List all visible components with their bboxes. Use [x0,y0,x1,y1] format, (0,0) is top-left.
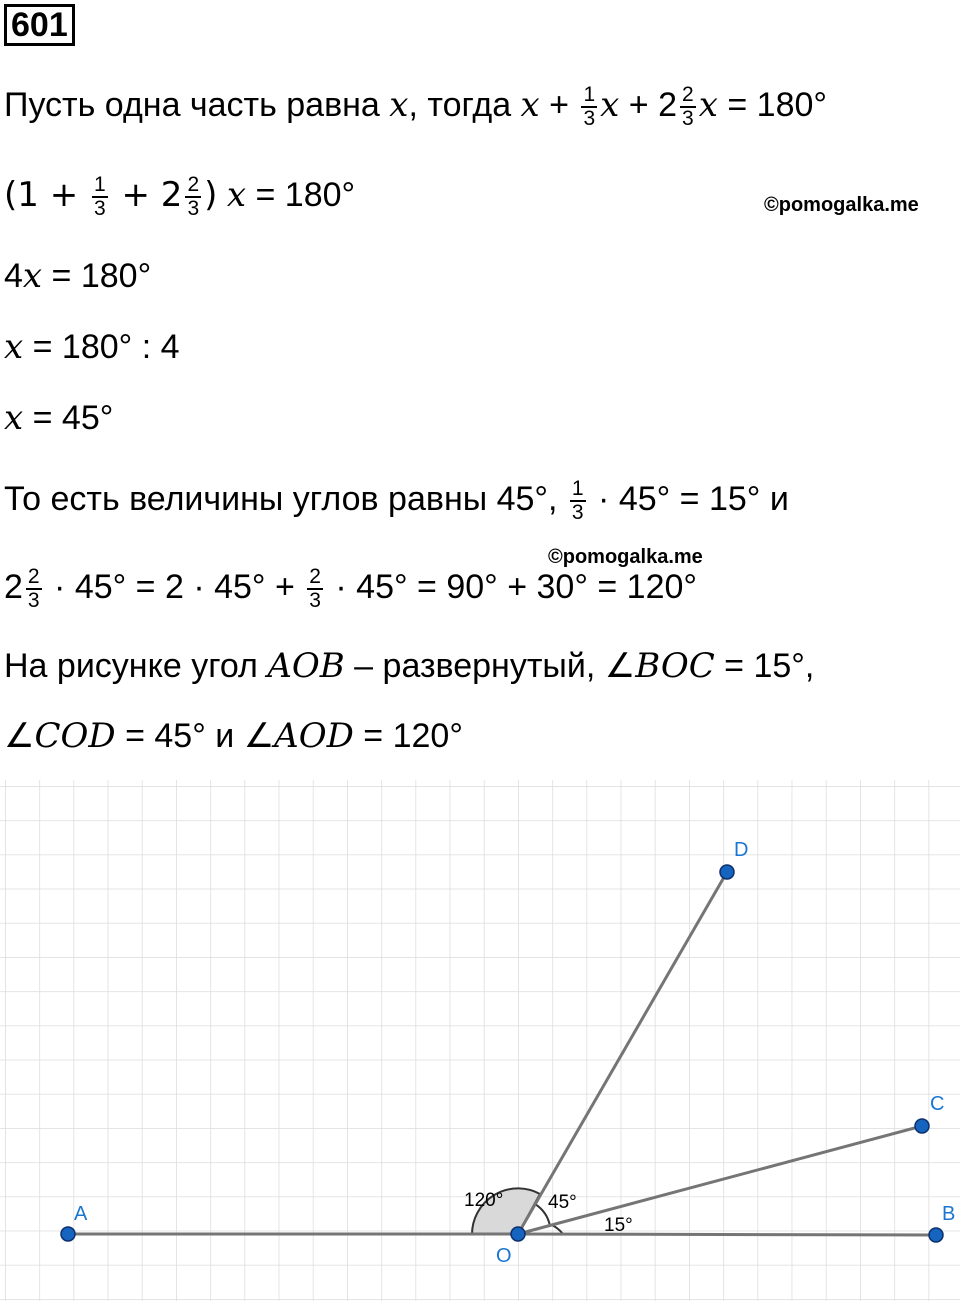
watermark: ©pomogalka.me [764,194,919,216]
angle-name: AOB [267,646,345,686]
denominator: 3 [583,107,596,130]
text: = 15°, [714,647,815,685]
var-x: x [389,84,409,125]
fraction [680,84,696,130]
label-c: C [930,1093,945,1115]
var-x: x [698,84,718,125]
text: = 180° [717,85,827,124]
fraction [185,174,201,220]
text: + 2 [619,85,678,124]
numerator: 2 [27,565,40,588]
point-a [61,1227,75,1241]
denominator: 3 [27,589,40,612]
angle-label-boc: 15° [604,1215,633,1236]
line-5 [4,398,113,438]
var-x: x [22,256,43,296]
line-7 [4,566,697,612]
denominator: 3 [309,589,321,612]
text: , тогда [408,85,521,124]
fraction [307,566,323,612]
label-a: A [74,1203,88,1225]
text: На рисунке угол [4,647,268,685]
point-b [929,1228,943,1242]
point-o [511,1227,525,1241]
angle-name: BOC [635,646,715,686]
fraction [92,174,108,220]
text: = 180° : 4 [23,328,180,366]
fraction [570,478,586,524]
text: Пусть одна часть равна [4,85,390,124]
numerator: 1 [571,477,584,500]
angle-name: COD [34,716,116,756]
problem-number: 601 [4,4,75,46]
text: 2 [4,567,23,606]
var-x: x [520,84,540,125]
numerator: 2 [682,83,694,106]
text: = 180° [42,257,152,295]
point-c [915,1119,929,1133]
fraction [581,84,597,130]
text: ∠ [4,717,35,755]
text: + 2 [110,174,183,215]
text: · 45° = 90° + 30° = 120° [325,567,697,606]
point-d [720,865,734,879]
line-4 [4,327,180,367]
watermark: ©pomogalka.me [548,546,703,568]
var-x: x [226,174,247,215]
text: · 45° = 2 · 45° + [44,567,305,606]
angle-figure [0,770,960,1301]
line-8 [4,646,814,686]
label-b: B [942,1203,956,1225]
numerator: 2 [309,565,321,588]
text: = 180° [246,175,356,214]
angle-name: AOD [274,716,354,756]
line-9 [4,716,463,756]
line-2 [4,174,355,220]
line-1 [4,84,827,130]
numerator: 1 [583,83,596,106]
denominator: 3 [571,501,584,524]
angle-label-aod: 120° [464,1190,504,1211]
text: (1 + [4,174,89,215]
text: – развернутый, ∠ [344,647,636,685]
text: = 45° [23,399,114,437]
denominator: 3 [682,107,694,130]
var-x: x [4,327,24,367]
label-d: D [734,839,749,861]
var-x: x [600,84,620,125]
line-6 [4,478,789,524]
text: = 120° [353,717,463,755]
text: = 45° и ∠ [115,717,275,755]
denominator: 3 [94,197,106,220]
text: То есть величины углов равны 45°, [4,479,567,518]
ray-ob [518,1234,936,1235]
text: + [539,85,579,124]
var-x: x [4,398,24,438]
text: · 45° = 15° и [588,479,789,518]
text: 4 [4,257,23,295]
denominator: 3 [187,197,200,220]
numerator: 2 [187,173,200,196]
line-3 [4,256,151,296]
numerator: 1 [94,173,106,196]
text: ) [204,174,218,215]
label-o: O [496,1245,512,1267]
angle-label-cod: 45° [548,1192,577,1213]
fraction [26,566,42,612]
